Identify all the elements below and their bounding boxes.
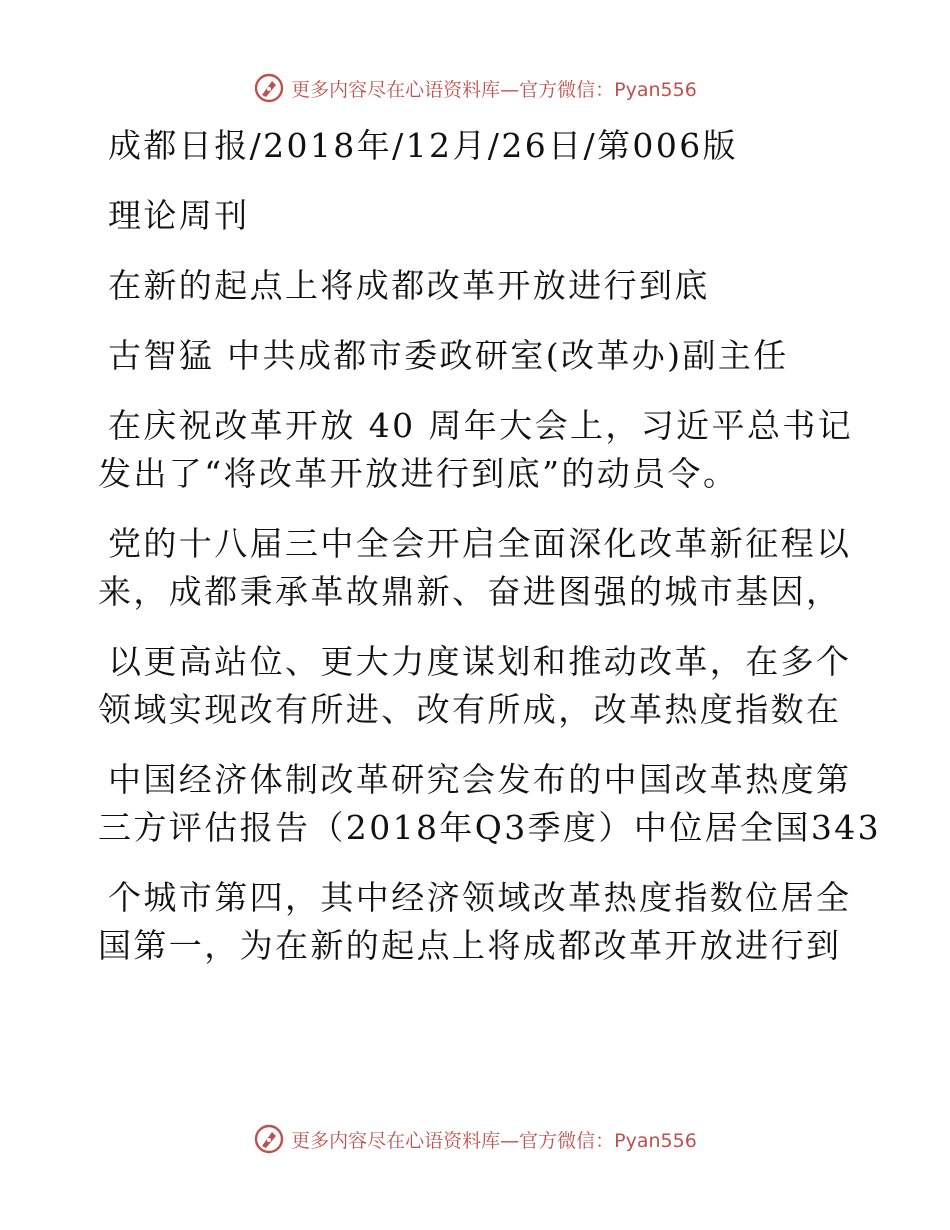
doc-line-section: 理论周刊 [108,196,250,235]
pen-nib-seal-icon [253,72,285,104]
watermark-text: 更多内容尽在心语资料库—官方微信：Pyan556 [291,1129,697,1152]
doc-line-body: 三方评估报告（2018年Q3季度）中位居全国343 [98,808,882,847]
pen-nib-seal-icon [253,1123,285,1155]
doc-line-body: 来，成都秉承革故鼎新、奋进图强的城市基因， [98,572,842,611]
doc-line-body: 发出了“将改革开放进行到底”的动员令。 [98,454,739,493]
doc-line-body: 领域实现改有所进、改有所成，改革热度指数在 [98,690,842,729]
doc-line-body: 国第一，为在新的起点上将成都改革开放进行到 [98,926,842,965]
doc-line-source: 成都日报/2018年/12月/26日/第006版 [108,126,739,165]
doc-line-body: 个城市第四，其中经济领域改革热度指数位居全 [108,878,852,917]
watermark-text: 更多内容尽在心语资料库—官方微信：Pyan556 [291,78,697,101]
document-body [98,122,882,970]
doc-line-body: 党的十八届三中全会开启全面深化改革新征程以 [108,524,852,563]
watermark-footer [0,1123,950,1155]
doc-line-title: 在新的起点上将成都改革开放进行到底 [108,266,710,305]
watermark-header [0,72,950,104]
doc-line-author: 古智猛 中共成都市委政研室(改革办)副主任 [108,336,789,375]
doc-line-body: 在庆祝改革开放 40 周年大会上，习近平总书记 [108,406,854,445]
doc-line-body: 以更高站位、更大力度谋划和推动改革，在多个 [108,642,852,681]
doc-line-body: 中国经济体制改革研究会发布的中国改革热度第 [108,760,852,799]
